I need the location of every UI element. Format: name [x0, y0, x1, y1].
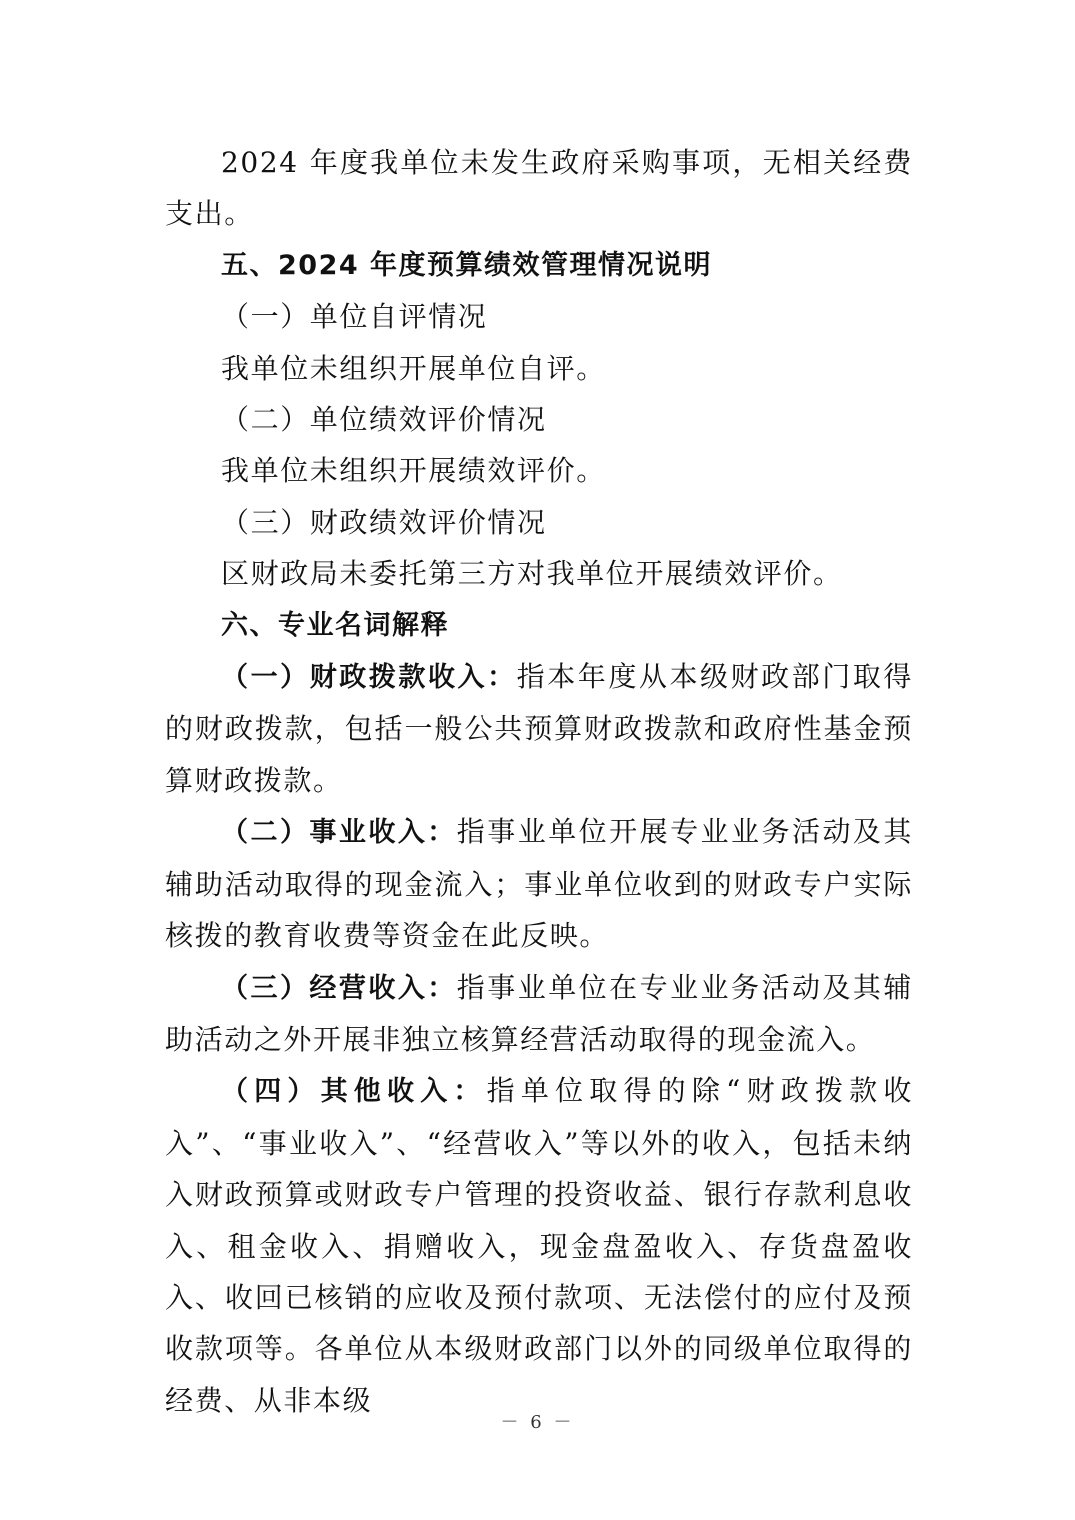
term-label: （一）财政拨款收入： — [221, 662, 517, 694]
term-text: 指事业单位在专业业务活动及其辅助活动之外开展非独立核算经营活动取得的现金流入。 — [165, 970, 913, 1056]
term-text: 指本年度从本级财政部门取得的财政拨款，包括一般公共预算财政拨款和政府性基金预算财政拨款。 — [165, 660, 913, 797]
subheading-unit-evaluation: （二）单位绩效评价情况 — [221, 403, 547, 437]
section-heading-6: 六、专业名词解释 — [221, 609, 449, 641]
paragraph-unit-evaluation: 我单位未组织开展绩效评价。 — [221, 454, 606, 488]
term-label: （二）事业收入： — [221, 817, 457, 849]
page-number: － 6 － — [500, 1412, 575, 1433]
subheading-self-evaluation: （一）单位自评情况 — [221, 300, 488, 334]
paragraph-procurement: 2024 年度我单位未发生政府采购事项，无相关经费支出。 — [165, 146, 913, 231]
term-definition — [165, 651, 913, 806]
section-heading-5: 五、2024 年度预算绩效管理情况说明 — [221, 249, 713, 281]
term-definition — [165, 806, 913, 961]
document-body — [165, 137, 913, 1426]
paragraph-self-evaluation: 我单位未组织开展单位自评。 — [221, 351, 606, 385]
term-label: （三）经营收入： — [221, 972, 457, 1004]
term-definition — [165, 962, 913, 1066]
term-text: 指事业单位开展专业业务活动及其辅助活动取得的现金流入；事业单位收到的财政专户实际核拨的教育收费等资金在此反映。 — [165, 815, 913, 953]
term-label: （四）其他收入： — [221, 1076, 487, 1108]
term-text: 指单位取得的除“财政拨款收入”、“事业收入”、“经营收入”等以外的收入，包括未纳入财政预算或财政专户管理的投资收益、银行存款利息收入、租金收入、捐赠收入，现金盘盈收入、存货盘盈收入、收回已核销的应收及预付款项、无法偿付的应付及预收款项等。各单位从本级财政部门以外的同级单位取得的经费、从非本级 — [165, 1074, 913, 1417]
paragraph-finance-evaluation: 区财政局未委托第三方对我单位开展绩效评价。 — [221, 557, 843, 591]
term-definition — [165, 1065, 913, 1426]
subheading-finance-evaluation: （三）财政绩效评价情况 — [221, 505, 547, 539]
